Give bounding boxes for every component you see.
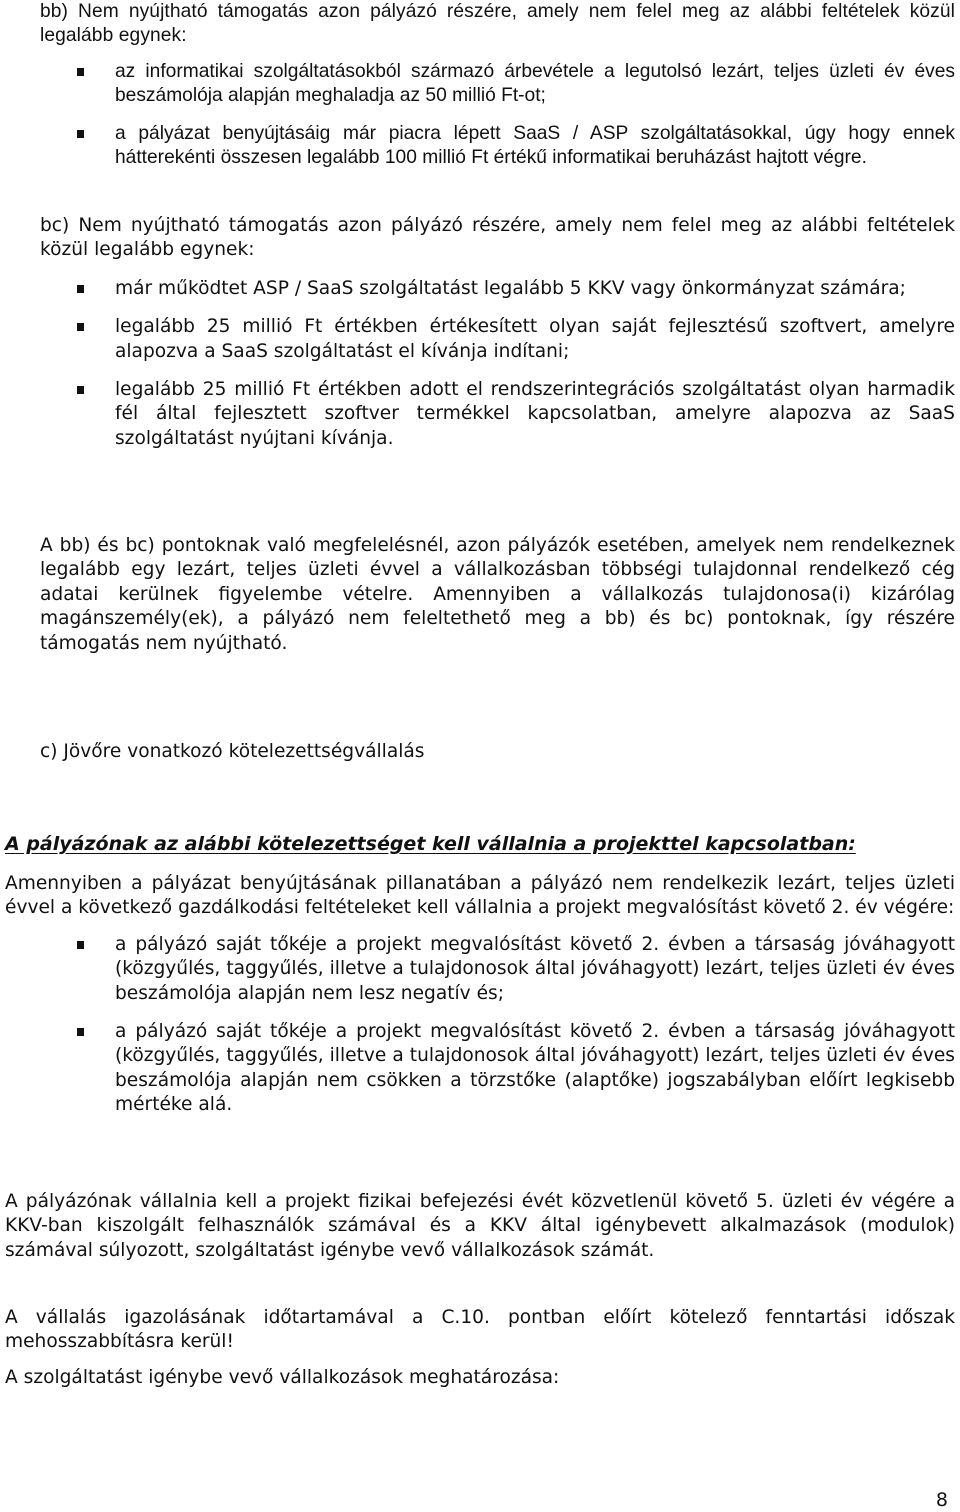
list-item: a pályázó saját tőkéje a projekt megvalósítást követő 2. évben a társaság jóváhagyott (közgyűlés, taggyűlés, illetve a tulajdonosok által jóváhagyott) lezárt, teljes üzleti év éves beszámolója alapján nem lesz negatív és;	[5, 933, 955, 1006]
list-item: legalább 25 millió Ft értékben értékesített olyan saját fejlesztésű szoftvert, amelyre alapozva a SaaS szolgáltatást el kívánja indítani;	[40, 315, 955, 364]
list-item: már működtet ASP / SaaS szolgáltatást legalább 5 KKV vagy önkormányzat számára;	[40, 277, 955, 301]
section-bb	[40, 0, 955, 170]
section-bc-list	[40, 277, 955, 451]
section-bb-list	[40, 60, 955, 171]
paragraph-proof: A vállalás igazolásának időtartamával a C.10. pontban előírt kötelező fenntartási időszak mehosszabbításra kerül!	[5, 1307, 955, 1353]
paragraph-bb-bc: A bb) és bc) pontoknak való megfelelésnél, azon pályázók esetében, amelyek nem rendelkeznek legalább egy lezárt, teljes üzleti évvel a vállalkozásban többségi tulajdonnal rendelkező cég adatai kerülnek figyelembe vételre. Amennyiben a vállalkozás tulajdonosa(i) kizárólag magánszemély(ek), a pályázó nem feleltethető meg a bb) és bc) pontoknak, így részére támogatás nem nyújtható.	[40, 535, 955, 654]
bullet-icon	[77, 1028, 84, 1036]
bullet-icon	[77, 323, 84, 331]
list-item: legalább 25 millió Ft értékben adott el rendszerintegrációs szolgáltatást olyan harmadik fél által fejlesztett szoftver termékkel kapcsolatban, amelyre alapozva az SaaS szolgáltatást nyújtani kívánja.	[40, 378, 955, 451]
list-item: a pályázó saját tőkéje a projekt megvalósítást követő 2. évben a társaság jóváhagyott (közgyűlés, taggyűlés, illetve a tulajdonosok által jóváhagyott) lezárt, teljes üzleti év éves beszámolója alapján nem csökken a törzstőke (alaptőke) jogszabályban előírt legkisebb mértéke alá.	[5, 1020, 955, 1118]
page-number: 8	[935, 1489, 948, 1511]
list-item: a pályázat benyújtásáig már piacra lépett SaaS / ASP szolgáltatásokkal, úgy hogy ennek hátterekénti összesen legalább 100 millió Ft értékű informatikai beruházást hajtott végre.	[40, 122, 955, 171]
commitment-heading: A pályázónak az alábbi kötelezettséget kell vállalnia a projekttel kapcsolatban:	[5, 833, 856, 855]
section-bc	[40, 214, 955, 451]
bullet-icon	[77, 941, 84, 949]
bullet-icon	[77, 386, 84, 394]
commitment-block	[5, 872, 955, 1118]
bullet-icon	[77, 68, 84, 76]
section-bb-intro: bb) Nem nyújtható támogatás azon pályázó részére, amely nem felel meg az alábbi feltételek közül legalább egynek:	[40, 1, 955, 47]
paragraph-users: A pályázónak vállalnia kell a projekt fizikai befejezési évét közvetlenül követő 5. üzleti év végére a KKV-ban kiszolgált felhasználók számával és a KKV által igénybevett alkalmazások (modulok) számával súlyozott, szolgáltatást igénybe vevő vállalkozások számát.	[5, 1191, 955, 1261]
list-item: az informatikai szolgáltatásokból származó árbevétele a legutolsó lezárt, teljes üzleti év éves beszámolója alapján meghaladja az 50 millió Ft-ot;	[40, 60, 955, 109]
commitment-intro: Amennyiben a pályázat benyújtásának pillanatában a pályázó nem rendelkezik lezárt, teljes üzleti évvel a következő gazdálkodási feltételeket kell vállalnia a projekt megvalósítást követő 2. év végére:	[5, 873, 955, 919]
paragraph-define: A szolgáltatást igénybe vevő vállalkozások meghatározása:	[5, 1367, 560, 1388]
commitment-list	[5, 933, 955, 1118]
bullet-icon	[77, 130, 84, 138]
bullet-icon	[77, 285, 84, 293]
section-bc-intro: bc) Nem nyújtható támogatás azon pályázó részére, amely nem felel meg az alábbi feltételek közül legalább egynek:	[40, 215, 955, 261]
section-c-title: c) Jövőre vonatkozó kötelezettségvállalás	[40, 741, 425, 762]
